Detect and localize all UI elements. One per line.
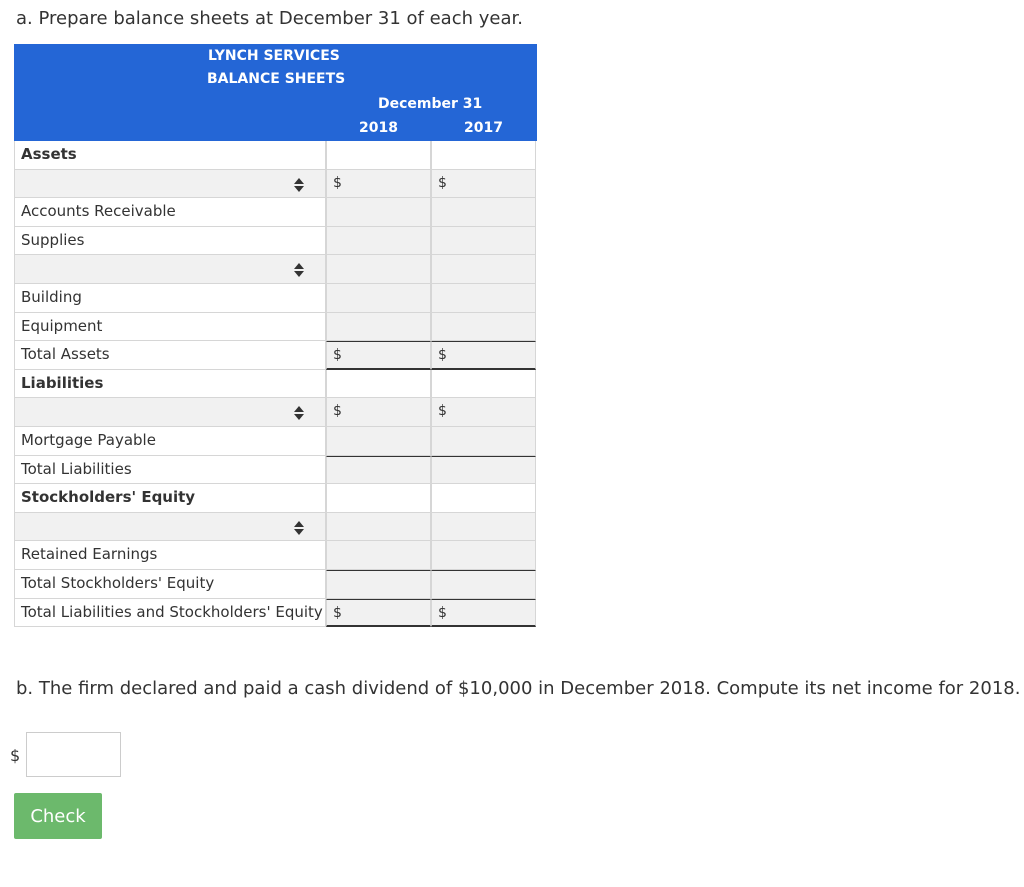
statement-title: BALANCE SHEETS — [207, 71, 346, 87]
account-select[interactable] — [14, 513, 326, 542]
year-2018-heading: 2018 — [359, 120, 398, 136]
dollar-sign: $ — [333, 403, 342, 420]
table-row — [14, 198, 537, 227]
amount-input-2018[interactable] — [326, 313, 431, 342]
empty-cell — [326, 370, 431, 399]
table-row — [14, 341, 537, 370]
amount-input-2018[interactable] — [326, 541, 431, 570]
check-button[interactable]: Check — [14, 793, 102, 839]
amount-input-2017[interactable] — [431, 313, 536, 342]
year-2017-heading: 2017 — [464, 120, 503, 136]
amount-input-2018[interactable] — [326, 599, 431, 628]
amount-input-2017[interactable] — [431, 541, 536, 570]
amount-input-2018[interactable] — [326, 513, 431, 542]
amount-input-2017[interactable] — [431, 255, 536, 284]
table-row — [14, 570, 537, 599]
table-row — [14, 370, 537, 399]
amount-input-2017[interactable] — [431, 456, 536, 485]
select-arrows-icon[interactable] — [293, 177, 305, 191]
row-label: Supplies — [14, 227, 326, 256]
amount-input-2018[interactable] — [326, 427, 431, 456]
amount-input-2017[interactable] — [431, 570, 536, 599]
table-row — [14, 541, 537, 570]
table-row — [14, 398, 537, 427]
row-label: Stockholders' Equity — [14, 484, 326, 513]
row-label: Accounts Receivable — [14, 198, 326, 227]
account-select[interactable] — [14, 255, 326, 284]
dollar-sign: $ — [333, 347, 342, 364]
table-row — [14, 227, 537, 256]
row-label: Total Liabilities — [14, 456, 326, 485]
amount-input-2017[interactable] — [431, 427, 536, 456]
dollar-sign: $ — [438, 347, 447, 364]
amount-input-2018[interactable] — [326, 255, 431, 284]
amount-input-2017[interactable] — [431, 341, 536, 370]
select-arrows-icon[interactable] — [293, 520, 305, 534]
dollar-sign: $ — [438, 604, 447, 621]
table-row — [14, 456, 537, 485]
dollar-sign: $ — [333, 174, 342, 191]
amount-input-2018[interactable] — [326, 170, 431, 199]
row-label: Retained Earnings — [14, 541, 326, 570]
row-label: Total Assets — [14, 341, 326, 370]
account-select[interactable] — [14, 170, 326, 199]
amount-input-2018[interactable] — [326, 570, 431, 599]
empty-cell — [326, 141, 431, 170]
table-row — [14, 484, 537, 513]
table-row — [14, 284, 537, 313]
amount-input-2017[interactable] — [431, 599, 536, 628]
amount-input-2018[interactable] — [326, 227, 431, 256]
table-header — [14, 44, 537, 141]
dollar-sign: $ — [438, 174, 447, 191]
table-row — [14, 255, 537, 284]
empty-cell — [431, 484, 536, 513]
row-label: Total Liabilities and Stockholders' Equity — [14, 599, 326, 628]
net-income-input[interactable] — [26, 732, 121, 777]
amount-input-2018[interactable] — [326, 284, 431, 313]
question-a: a. Prepare balance sheets at December 31 of each year. — [16, 8, 523, 29]
table-row — [14, 427, 537, 456]
period-heading: December 31 — [378, 96, 483, 112]
table-row — [14, 599, 537, 628]
question-b: b. The firm declared and paid a cash dividend of $10,000 in December 2018. Compute its net income for 2018. — [16, 678, 1021, 699]
company-name: LYNCH SERVICES — [208, 48, 340, 64]
amount-input-2017[interactable] — [431, 198, 536, 227]
row-label: Equipment — [14, 313, 326, 342]
empty-cell — [431, 370, 536, 399]
row-label: Assets — [14, 141, 326, 170]
table-row — [14, 141, 537, 170]
table-row — [14, 313, 537, 342]
amount-input-2018[interactable] — [326, 456, 431, 485]
row-label: Mortgage Payable — [14, 427, 326, 456]
dollar-sign: $ — [438, 403, 447, 420]
amount-input-2018[interactable] — [326, 398, 431, 427]
amount-input-2017[interactable] — [431, 227, 536, 256]
account-select[interactable] — [14, 398, 326, 427]
row-label: Total Stockholders' Equity — [14, 570, 326, 599]
amount-input-2017[interactable] — [431, 398, 536, 427]
amount-input-2018[interactable] — [326, 341, 431, 370]
table-row — [14, 170, 537, 199]
amount-input-2017[interactable] — [431, 170, 536, 199]
empty-cell — [326, 484, 431, 513]
select-arrows-icon[interactable] — [293, 262, 305, 276]
net-income-dollar-sign: $ — [10, 746, 21, 765]
amount-input-2017[interactable] — [431, 284, 536, 313]
row-label: Liabilities — [14, 370, 326, 399]
empty-cell — [431, 141, 536, 170]
row-label: Building — [14, 284, 326, 313]
select-arrows-icon[interactable] — [293, 405, 305, 419]
dollar-sign: $ — [333, 604, 342, 621]
amount-input-2017[interactable] — [431, 513, 536, 542]
amount-input-2018[interactable] — [326, 198, 431, 227]
table-row — [14, 513, 537, 542]
